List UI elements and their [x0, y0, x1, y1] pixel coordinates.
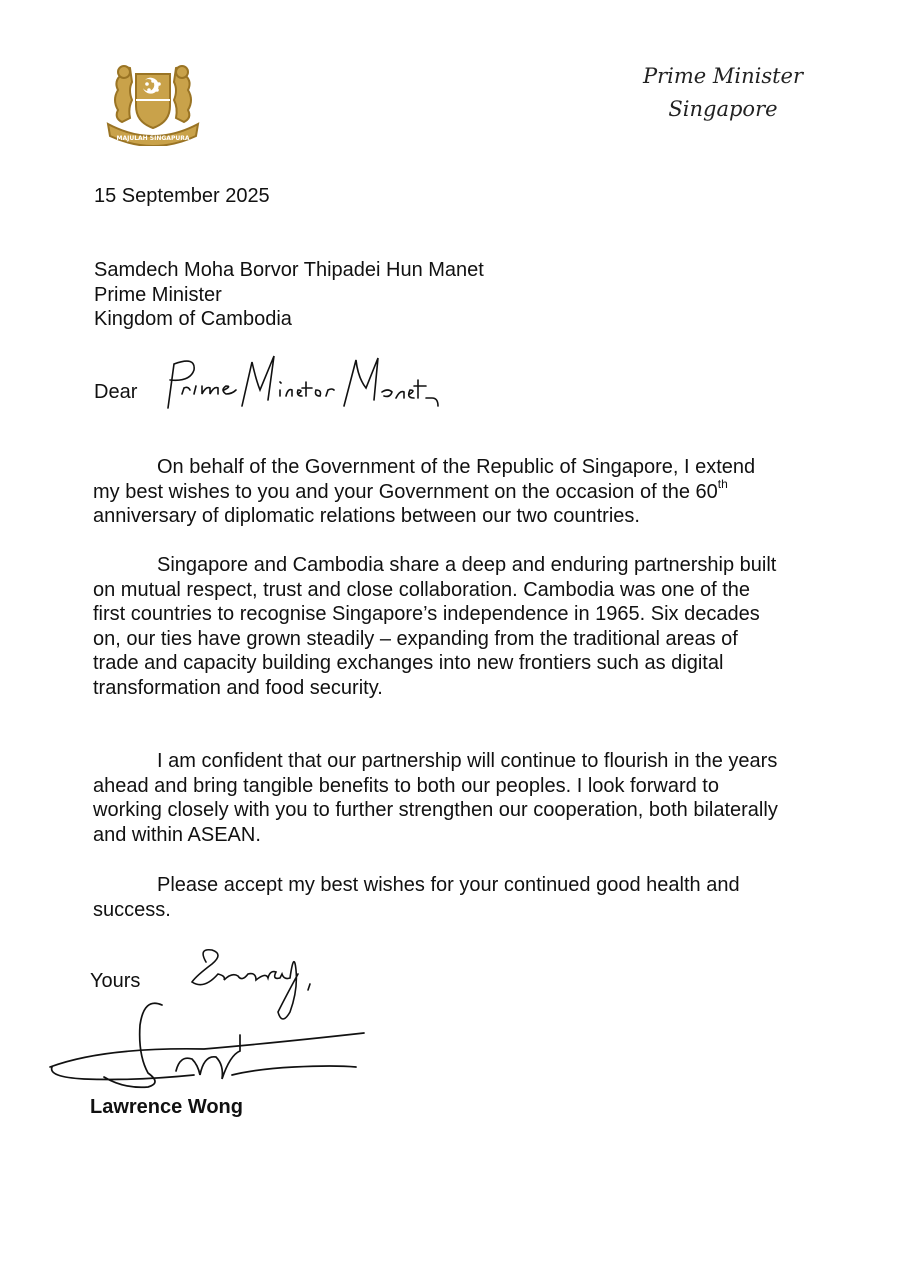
paragraph-4 — [93, 873, 783, 922]
closing-yours: Yours — [90, 970, 141, 992]
salutation — [94, 350, 474, 420]
recipient-title: Prime Minister — [94, 283, 222, 306]
recipient-country: Kingdom of Cambodia — [94, 308, 292, 330]
paragraph-3 — [93, 749, 783, 847]
ordinal-suffix: th — [717, 476, 728, 491]
paragraph-2-text: Singapore and Cambodia share a deep and enduring partnership built on mutual respect, trust and close collaboration. Cambodia was one of the first countries to recognise Singapore’s independence in 1965. Six decades on, our ties have grown steadily – expanding from the traditional areas of trade and capacity building exchanges into new frontiers such as digital transformation and food security. — [93, 554, 777, 699]
paragraph-1-text-a: On behalf of the Government of the Republic of Singapore, I extend my best wishes to you and your Government on the occasion of the 60 — [93, 456, 756, 503]
signer-name: Lawrence Wong — [90, 1096, 243, 1118]
letter-date: 15 September 2025 — [94, 185, 270, 207]
paragraph-3-text: I am confident that our partnership will continue to flourish in the years ahead and bring tangible benefits to both our peoples. I look forward to working closely with you to further strengthen our cooperation, both bilaterally and within ASEAN. — [93, 750, 778, 846]
paragraph-4-text: Please accept my best wishes for your continued good health and success. — [93, 874, 740, 921]
letterhead-title: Prime Minister — [642, 64, 803, 88]
recipient-name: Samdech Moha Borvor Thipadei Hun Manet — [94, 259, 484, 281]
signature-icon — [44, 995, 374, 1100]
svg-text:MAJULAH SINGAPURA: MAJULAH SINGAPURA — [116, 135, 190, 142]
salutation-dear: Dear — [94, 381, 138, 403]
paragraph-1 — [93, 455, 783, 529]
letterhead-country: Singapore — [668, 97, 778, 121]
paragraph-2 — [93, 553, 783, 700]
paragraph-1-text-b: anniversary of diplomatic relations between our two countries. — [93, 505, 640, 527]
coat-of-arms-icon — [100, 60, 206, 146]
handwritten-salutation-icon — [156, 350, 456, 420]
recipient-address — [94, 258, 484, 332]
letterhead — [643, 60, 803, 126]
